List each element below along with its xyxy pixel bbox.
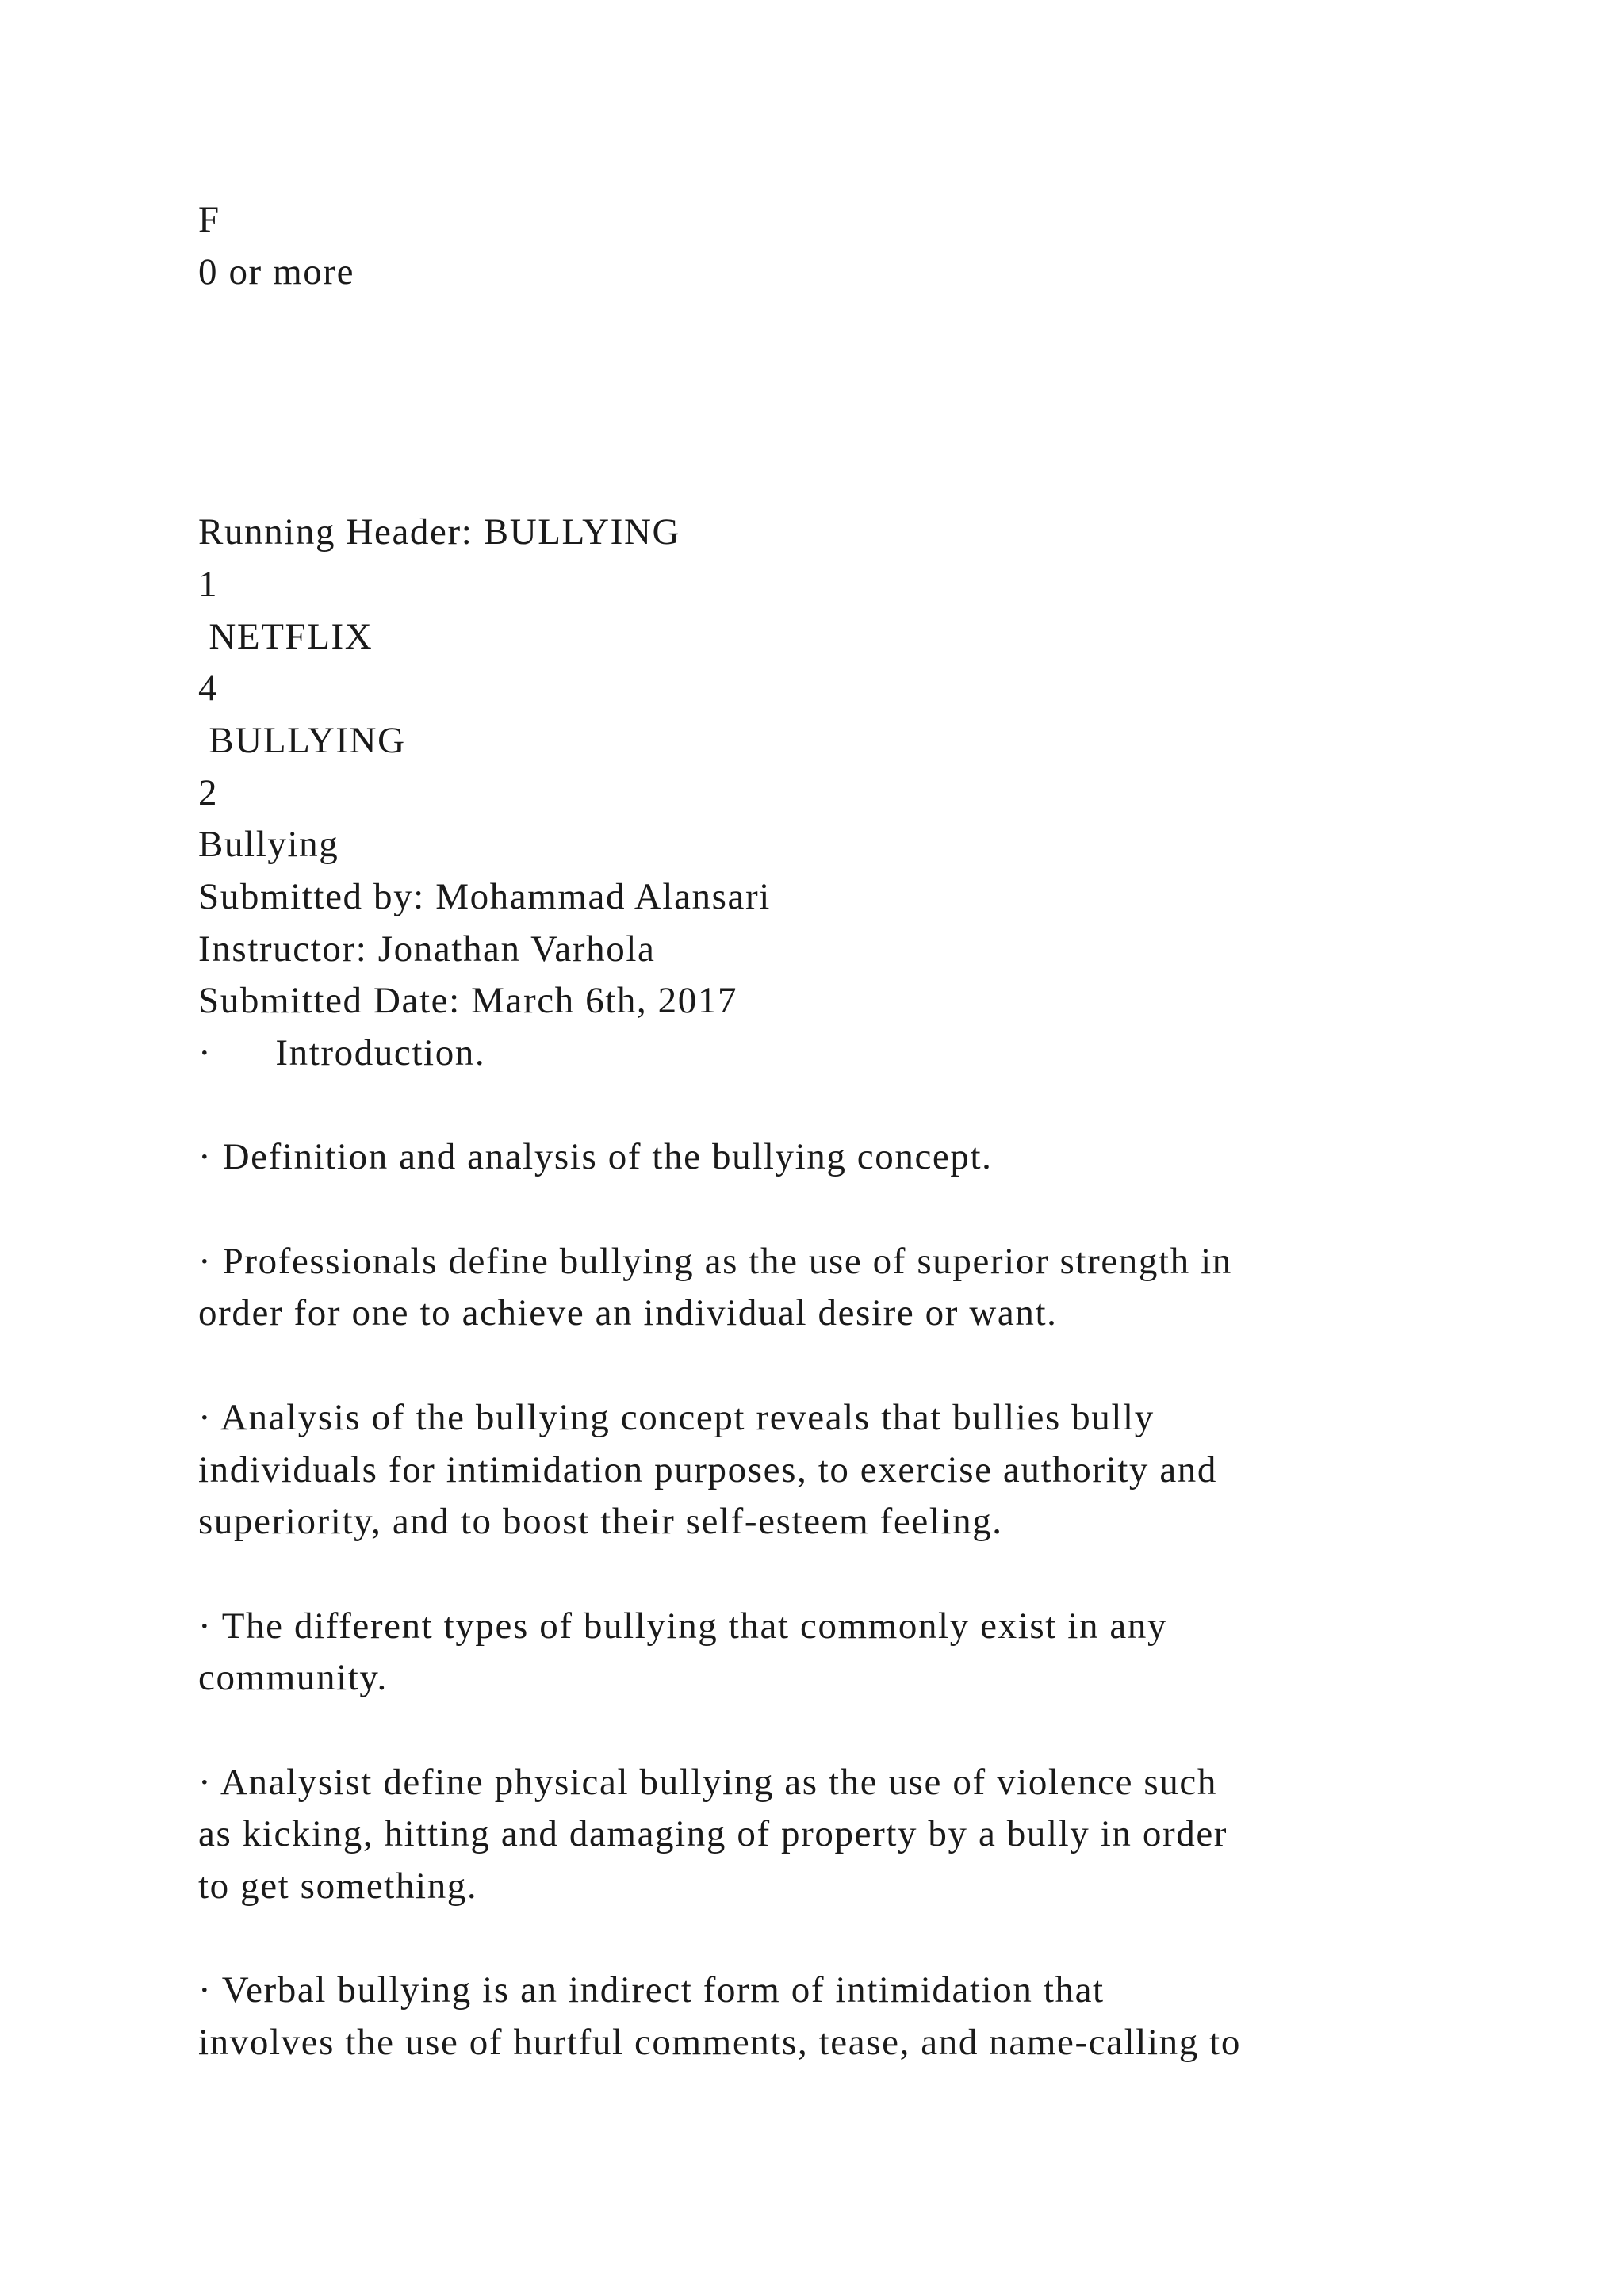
blank-line [198,1548,1546,1601]
submitted-date: Submitted Date: March 6th, 2017 [198,980,738,1022]
blank-line [198,403,1546,455]
blank-line [198,1705,1546,1757]
document-body [198,194,1546,2069]
blank-line [198,454,1546,507]
outline-item-continuation: as kicking, hitting and damaging of property by a bully in order [198,1813,1228,1855]
blank-line [198,1340,1546,1392]
outline-item-continuation: order for one to achieve an individual desire or want. [198,1292,1058,1334]
outline-item-continuation: individuals for intimidation purposes, to exercise authority and [198,1448,1217,1490]
outline-item-continuation: to get something. [198,1866,478,1907]
instructor: Instructor: Jonathan Varhola [198,928,656,970]
outline-item-continuation: involves the use of hurtful comments, tease, and name-calling to [198,2022,1241,2064]
outline-item: · Introduction. [198,1032,486,1073]
header-text: NETFLIX [198,615,373,657]
outline-item-continuation: community. [198,1657,388,1699]
header-text: BULLYING [198,719,406,761]
page-number: 4 [198,668,219,710]
outline-item: · Professionals define bullying as the use of superior strength in [198,1240,1232,1282]
outline-item: · Definition and analysis of the bullying concept. [198,1136,993,1178]
document-title: Bullying [198,824,339,866]
page-number: 2 [198,771,219,813]
blank-line [198,1184,1546,1236]
page-number: 1 [198,563,219,605]
outline-item: · Analysist define physical bullying as the use of violence such [198,1761,1217,1803]
blank-line [198,1913,1546,1965]
outline-item-continuation: superiority, and to boost their self-esteem feeling. [198,1501,1003,1543]
blank-line [198,350,1546,403]
blank-line [198,298,1546,350]
outline-item: · Analysis of the bullying concept reveals that bullies bully [198,1396,1155,1438]
blank-line [198,1080,1546,1132]
running-header: Running Header: BULLYING [198,511,681,553]
outline-item: · The different types of bullying that commonly exist in any [198,1605,1168,1647]
submitted-by: Submitted by: Mohammad Alansari [198,875,771,917]
grade-letter: F [198,199,220,240]
grade-range: 0 or more [198,251,355,293]
outline-item: · Verbal bullying is an indirect form of intimidation that [198,1969,1105,2011]
